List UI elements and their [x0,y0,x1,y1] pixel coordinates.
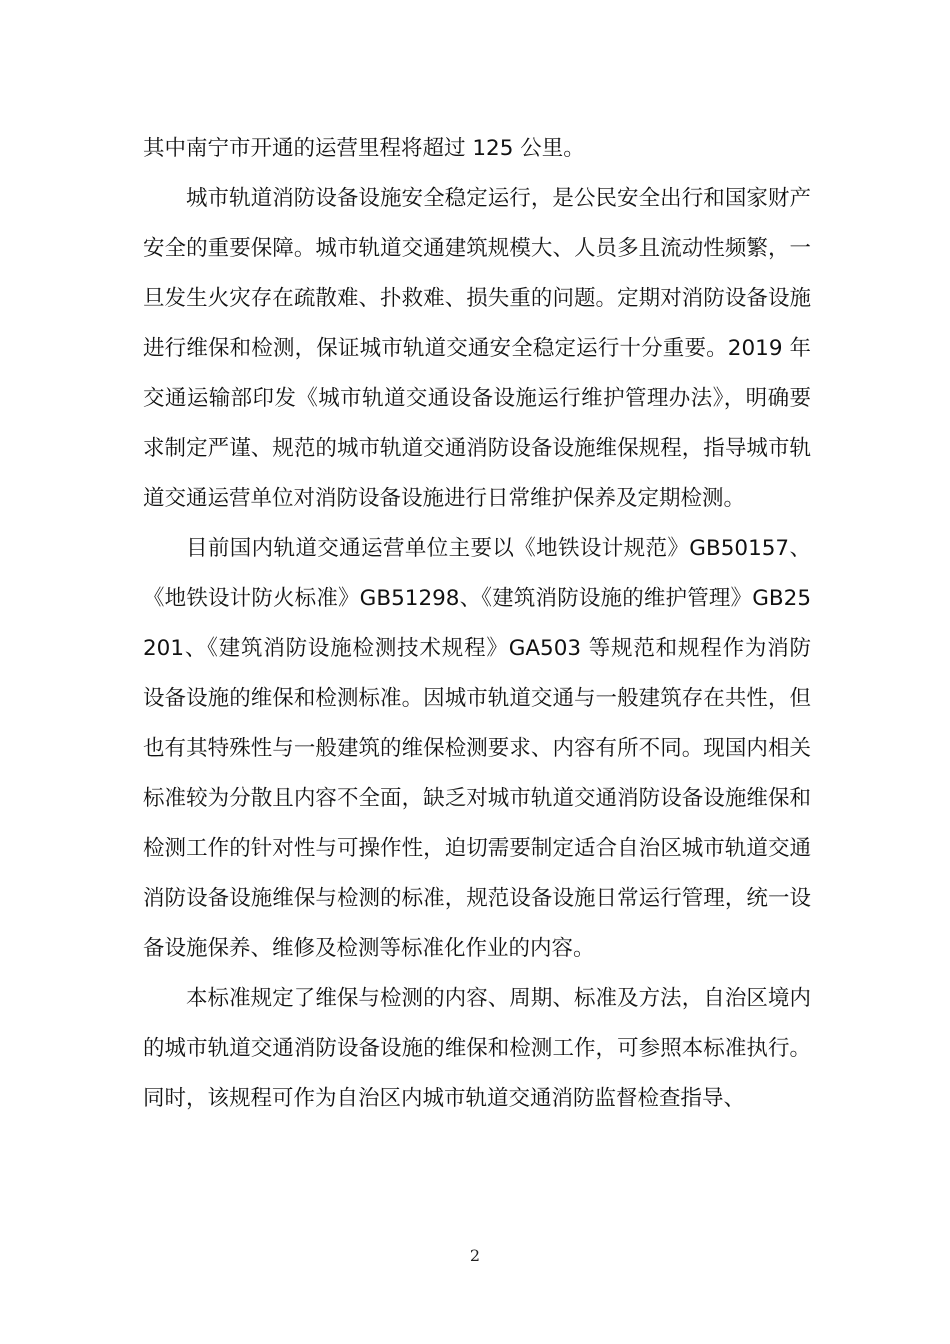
paragraph-1: 其中南宁市开通的运营里程将超过 125 公里。 [143,136,585,161]
paragraph-3: 目前国内轨道交通运营单位主要以《地铁设计规范》GB50157、《地铁设计防火标准》GB51298、《建筑消防设施的维护管理》GB25201、《建筑消防设施检测技术规程》GA503 等规范和规程作为消防设备设施的维保和检测标准。因城市轨道交通与一般建筑存在共性，但也有其特殊性与一般建筑的维保检测要求、内容有所不同。现国内相关标准较为分散且内容不全面，缺乏对城市轨道交通消防设备设施维保和检测工作的针对性与可操作性，迫切需要制定适合自治区城市轨道交通消防设备设施维保与检测的标准，规范设备设施日常运行管理，统一设备设施保养、维修及检测等标准化作业的内容。 [143,536,811,961]
paragraph-4: 本标准规定了维保与检测的内容、周期、标准及方法，自治区境内的城市轨道交通消防设备设施的维保和检测工作，可参照本标准执行。同时，该规程可作为自治区内城市轨道交通消防监督检查指导、 [143,986,811,1111]
body-text [143,124,811,1124]
page-number: 2 [469,1246,481,1265]
paragraph-2: 城市轨道消防设备设施安全稳定运行，是公民安全出行和国家财产安全的重要保障。城市轨道交通建筑规模大、人员多且流动性频繁，一旦发生火灾存在疏散难、扑救难、损失重的问题。定期对消防设备设施进行维保和检测，保证城市轨道交通安全稳定运行十分重要。2019 年交通运输部印发《城市轨道交通设备设施运行维护管理办法》，明确要求制定严谨、规范的城市轨道交通消防设备设施维保规程，指导城市轨道交通运营单位对消防设备设施进行日常维护保养及定期检测。 [143,186,811,511]
